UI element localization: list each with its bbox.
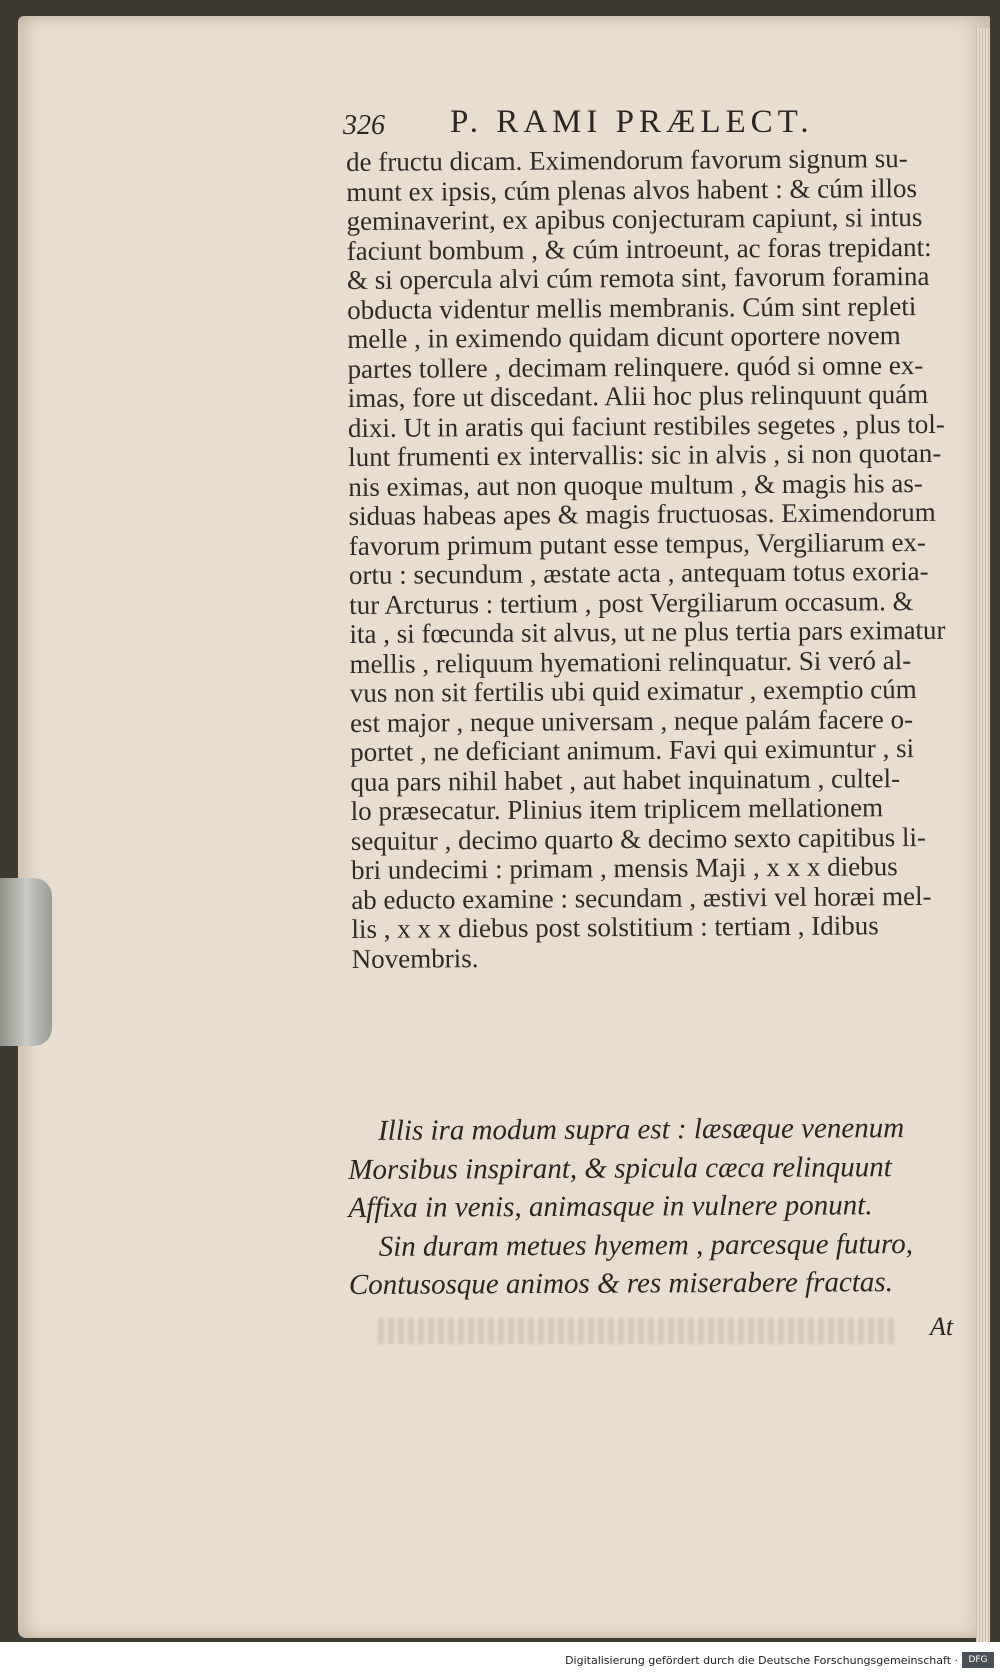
verse-line: Illis ira modum supra est : læsæque venenum [378,1112,905,1147]
book-clasp [0,878,52,1046]
verse-line: Morsibus inspirant, & spicula cæca relinquunt [348,1150,892,1186]
text-line: dixi. Ut in aratis qui faciunt restibiles segetes , plus tol- [347,408,945,443]
text-line: partes tollere , decimam relinquere. quód si omne ex- [347,349,924,384]
text-line: de fructu dicam. Eximendorum favorum signum su- [345,143,908,177]
text-line: lis , x x x diebus post solstitium : tertiam , Idibus [351,910,879,944]
running-title: P. RAMI PRÆLECT. [450,104,814,140]
text-line: faciunt bombum , & cúm introeunt, ac foras trepidant: [346,231,932,266]
show-through-text [378,1318,898,1344]
text-line: imas, fore ut discedant. Alii hoc plus relinquunt quám [347,378,929,413]
text-line: qua pars nihil habet , aut habet inquinatum , cultel- [350,762,901,797]
verse-line: Sin duram metues hyemem , parcesque futuro, [378,1227,914,1263]
text-line: sequitur , decimo quarto & decimo sexto capitibus li- [350,821,927,856]
text-line: bri undecimi : primam , mensis Maji , x x x diebus [350,851,898,885]
text-line: favorum primum putant esse tempus, Vergiliarum ex- [348,526,927,561]
text-line: vus non sit fertilis ubi quid eximatur , exemptio cúm [349,674,917,708]
text-line: tur Arcturus : tertium , post Vergiliarum occasum. & [349,585,914,620]
text-line: melle , in eximendo quidam dicunt oportere novem [347,320,901,354]
text-line: portet , ne deficiant animum. Favi qui eximuntur , si [350,733,915,767]
text-line: lunt frumenti ex intervallis: sic in alvis , si non quotan- [348,437,942,472]
verse-line: Contusosque animos & res miserabere fractas. [348,1266,893,1301]
text-line: lo præsecatur. Plinius item triplicem mellationem [350,792,884,826]
funding-credit: Digitalisierung gefördert durch die Deutsche Forschungsgemeinschaft · [565,1654,958,1667]
text-line: geminaverint, ex apibus conjecturam capiunt, si intus [346,201,923,236]
page-header [343,104,923,144]
text-line: siduas habeas apes & magis fructuosas. Eximendorum [348,496,936,531]
text-line: est major , neque universam , neque palám facere o- [349,703,914,738]
dfg-logo-icon: DFG [962,1652,994,1668]
text-line: munt ex ipsis, cúm plenas alvos habent : & cúm illos [346,172,918,207]
text-line: & si opercula alvi cúm remota sint, favorum foramina [346,260,930,295]
verse-block [348,1109,999,1305]
text-line: ortu : secundum , æstate acta , antequam totus exoria- [348,555,929,590]
text-line: nis eximas, aut non quoque multum , & magis his as- [348,467,923,502]
verse-line: Affixa in venis, animasque in vulnere ponunt. [348,1189,873,1224]
text-line: obducta videntur mellis membranis. Cúm sint repleti [347,290,917,325]
catchword: At [930,1312,954,1341]
page-number: 326 [343,110,385,141]
text-line: mellis , reliquum hyemationi relinquatur. Si veró al- [349,644,912,679]
prose-paragraph [346,144,992,974]
text-line: ab educto examine : secundam , æstivi vel horæi mel- [351,880,932,915]
digitization-footer [0,1642,1000,1677]
text-line: ita , si fœcunda sit alvus, ut ne plus tertia pars eximatur [349,614,946,649]
text-line: Novembris. [351,942,479,974]
